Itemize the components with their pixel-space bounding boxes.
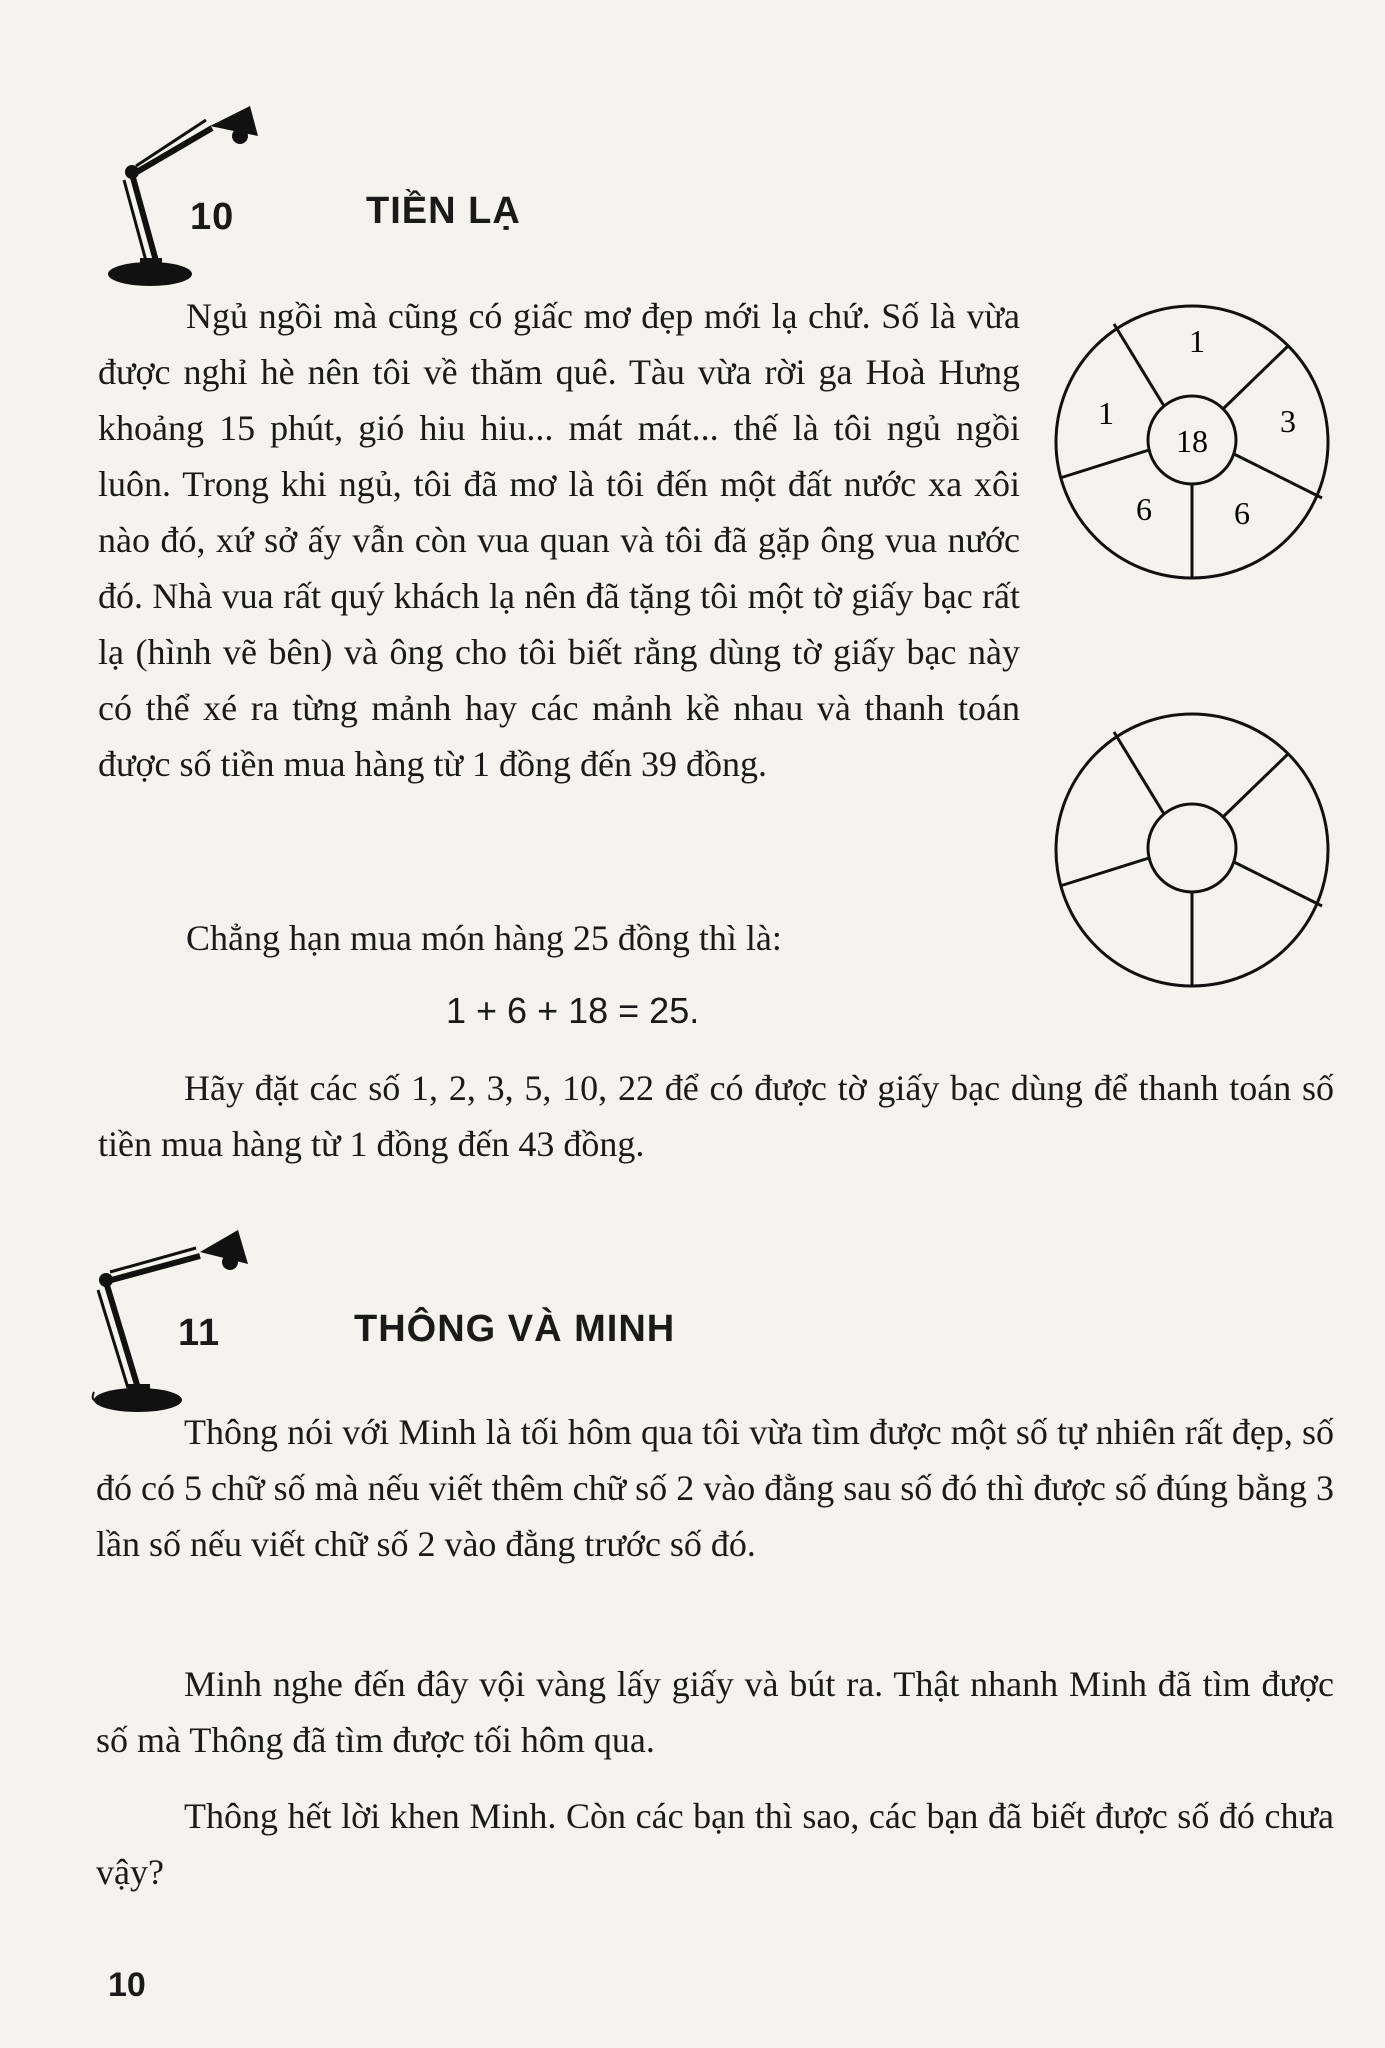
- problem-text: Minh nghe đến đây vội vàng lấy giấy và bút ra. Thật nhanh Minh đã tìm được số mà Thông đã tìm được tối hôm qua.: [96, 1664, 1334, 1760]
- problem-title: TIỀN LẠ: [366, 190, 521, 232]
- page-number: 10: [108, 1966, 146, 2004]
- problem-number: 11: [178, 1312, 221, 1354]
- problem-number: 10: [190, 196, 235, 238]
- problem-text: Chẳng hạn mua món hàng 25 đồng thì là:: [186, 918, 782, 958]
- banknote-wheel-diagram: [1052, 302, 1342, 592]
- desk-lamp-icon: [100, 96, 260, 291]
- wheel-segment-value: 1: [1098, 395, 1114, 431]
- problem-text: Thông hết lời khen Minh. Còn các bạn thì sao, các bạn đã biết được số đó chưa vậy?: [96, 1796, 1334, 1892]
- wheel-segment-value: 6: [1136, 491, 1152, 527]
- empty-wheel-diagram: [1052, 708, 1342, 998]
- desk-lamp-icon: [88, 1220, 248, 1415]
- problem-title: THÔNG VÀ MINH: [354, 1308, 676, 1350]
- problem-text: Thông nói với Minh là tối hôm qua tôi vừa tìm được một số tự nhiên rất đẹp, số đó có 5 chữ số mà nếu viết thêm chữ số 2 vào đằng sau số đó thì được số đúng bằng 3 lần số nếu viết chữ số 2 vào đằng trước số đó.: [96, 1412, 1334, 1564]
- wheel-segment-value: 1: [1189, 323, 1205, 359]
- wheel-center-value: 18: [1176, 423, 1208, 459]
- problem-task: Hãy đặt các số 1, 2, 3, 5, 10, 22 để có được tờ giấy bạc dùng để thanh toán số tiền mua hàng từ 1 đồng đến 43 đồng.: [98, 1068, 1334, 1164]
- wheel-segment-value: 3: [1280, 403, 1296, 439]
- example-equation: 1 + 6 + 18 = 25.: [446, 990, 700, 1031]
- problem-text: Ngủ ngồi mà cũng có giấc mơ đẹp mới lạ chứ. Số là vừa được nghỉ hè nên tôi về thăm quê. Tàu vừa rời ga Hoà Hưng khoảng 15 phút, gió hiu hiu... mát mát... thế là tôi ngủ ngồi luôn. Trong khi ngủ, tôi đã mơ là tôi đến một đất nước xa xôi nào đó, xứ sở ấy vẫn còn vua quan và tôi đã gặp ông vua nước đó. Nhà vua rất quý khách lạ nên đã tặng tôi một tờ giấy bạc rất lạ (hình vẽ bên) và ông cho tôi biết rằng dùng tờ giấy bạc này có thể xé ra từng mảnh hay các mảnh kề nhau và thanh toán được số tiền mua hàng từ 1 đồng đến 39 đồng.: [98, 296, 1020, 784]
- wheel-segment-value: 6: [1234, 495, 1250, 531]
